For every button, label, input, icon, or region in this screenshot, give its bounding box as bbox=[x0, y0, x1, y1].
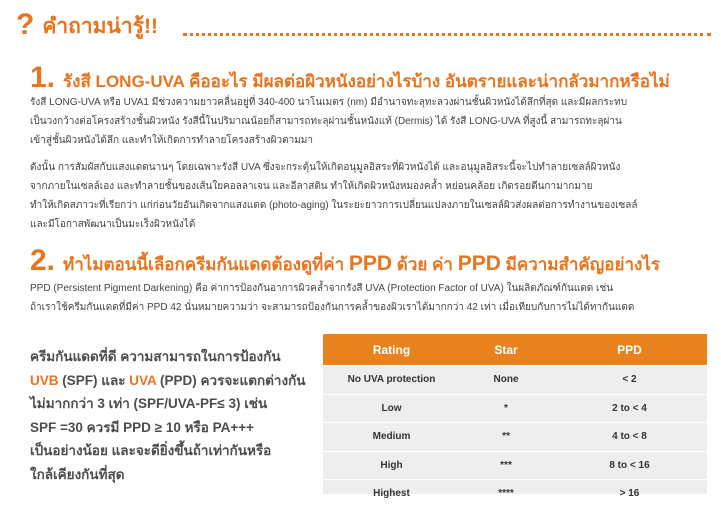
note-line: SPF =30 ควรมี PPD ≥ 10 หรือ PA+++ bbox=[30, 419, 255, 435]
text-line: รังสี LONG-UVA หรือ UVA1 มีช่วงความยาวคลื่นอยู่ที่ 340-400 นาโนเมตร (nm) มีอำนาจทะลุทะลวงผ่านชั้นผิวหนังได้ลึกที่สุด และมีผลกระทบ bbox=[30, 97, 628, 108]
note-line: ใกล้เคียงกันที่สุด bbox=[30, 466, 125, 482]
table-row bbox=[323, 423, 707, 452]
section-2-heading bbox=[30, 246, 660, 276]
rating-cell: High bbox=[323, 451, 460, 480]
section-2-number: 2. bbox=[30, 244, 56, 277]
section-2-title bbox=[63, 253, 660, 276]
table-row bbox=[323, 366, 707, 395]
note-line: ครีมกันแดดที่ดี ความสามารถในการป้องกัน bbox=[30, 349, 281, 364]
header-star: Star bbox=[460, 334, 552, 366]
table-row bbox=[323, 451, 707, 480]
text-line: ถ้าเราใช้ครีมกันแดดที่มีค่า PPD 42 นั่นหมายความว่า จะสามารถป้องกันการคล้ำของผิวเราได้มากกว่า 42 เท่า เมื่อเทียบกับการไม่ได้ทากันแดด bbox=[30, 302, 635, 313]
uva-term: UVA bbox=[129, 372, 157, 388]
note-line: เป็นอย่างน้อย และจะดียิ่งขึ้นถ้าเท่ากันหรือ bbox=[30, 443, 272, 458]
rating-cell: No UVA protection bbox=[323, 366, 460, 395]
section-1-title: รังสี LONG-UVA คืออะไร มีผลต่อผิวหนังอย่างไรบ้าง อันตรายและน่ากลัวมากหรือไม่ bbox=[63, 72, 670, 91]
star-cell: ** bbox=[460, 423, 552, 452]
text-line: เป็นวงกว้างต่อโครงสร้างชั้นผิวหนัง รังสีนี้ในปริมาณน้อยก็สามารถทะลุผ่านชั้นหนังแท้ (Dermis) ได้ รังสี LONG-UVA ที่สูงนี้ สามารถทะลุผ่าน bbox=[30, 116, 622, 127]
header-divider bbox=[183, 33, 711, 36]
section-1-paragraph-2 bbox=[30, 158, 712, 234]
star-cell: *** bbox=[460, 451, 552, 480]
section-1-heading bbox=[30, 63, 670, 93]
ppd-cell: 2 to < 4 bbox=[552, 394, 707, 423]
star-cell: * bbox=[460, 394, 552, 423]
sunscreen-note bbox=[30, 345, 312, 486]
ppd-cell: 8 to < 16 bbox=[552, 451, 707, 480]
ppd-term: PPD bbox=[457, 252, 501, 275]
page-header bbox=[16, 10, 158, 40]
note-text: (SPF) และ bbox=[58, 372, 130, 388]
section-1-paragraph-1 bbox=[30, 93, 712, 150]
text-line: และมีโอกาสพัฒนาเป็นมะเร็งผิวหนังได้ bbox=[30, 219, 196, 230]
ppd-cell: 4 to < 8 bbox=[552, 423, 707, 452]
note-line bbox=[30, 369, 312, 393]
ppd-cell: > 16 bbox=[552, 480, 707, 508]
header-ppd: PPD bbox=[552, 334, 707, 366]
text-line: PPD (Persistent Pigment Darkening) คือ ค่าการป้องกันอาการผิวคล้ำจากรังสี UVA (Protection Factor of UVA) ในผลิตภัณฑ์กันแดด เช่น bbox=[30, 283, 614, 294]
ppd-term: PPD bbox=[348, 252, 393, 275]
text-line: ทำให้เกิดสภาวะที่เรียกว่า แก่ก่อนวัยอันเกิดจากแสงแดด (photo-aging) ในระยะยาวการเปลี่ยนแปลงภายในเซลล์ผิวส่งผลต่อการทำงานของเซลล์ bbox=[30, 200, 638, 211]
text-line: จากภายในเซลล์เอง และทำลายชั้นของเส้นใยคอลลาเจน และอีลาสติน ทำให้เกิดผิวหนังหมองคล้ำ หย่อนคล้อย เกิดรอยตีนกามากมาย bbox=[30, 181, 593, 192]
section-2-paragraph bbox=[30, 279, 712, 317]
title-text: มีความสำคัญอย่างไร bbox=[500, 255, 660, 274]
text-line: ดังนั้น การสัมผัสกับแสงแดดนานๆ โดยเฉพาะรังสี UVA ซึ่งจะกระตุ้นให้เกิดอนุมูลอิสระที่ผิวหนังได้ และอนุมูลอิสระนี้จะไปทำลายเซลล์ผิวหนัง bbox=[30, 162, 621, 173]
text-line: เข้าสู่ชั้นผิวหนังได้ลึก และทำให้เกิดการทำลายโครงสร้างผิวตามมา bbox=[30, 135, 313, 146]
star-cell: **** bbox=[460, 480, 552, 508]
note-line: ไม่มากกว่า 3 เท่า (SPF/UVA-PF≤ 3) เช่น bbox=[30, 396, 268, 411]
star-cell: None bbox=[460, 366, 552, 395]
header-rating: Rating bbox=[323, 334, 460, 366]
title-text: ด้วย ค่า bbox=[392, 255, 458, 274]
section-1-number: 1. bbox=[30, 61, 56, 94]
rating-cell: Highest bbox=[323, 480, 460, 508]
rating-cell: Medium bbox=[323, 423, 460, 452]
table-row bbox=[323, 480, 707, 508]
title-text: ทำไมตอนนี้เลือกครีมกันแดดต้องดูที่ค่า bbox=[63, 255, 349, 274]
ppd-cell: < 2 bbox=[552, 366, 707, 395]
ppd-rating-table bbox=[323, 334, 707, 500]
table-row bbox=[323, 394, 707, 423]
question-icon: ? bbox=[16, 8, 35, 41]
note-text: (PPD) ควรจะแตกต่างกัน bbox=[156, 372, 306, 388]
page-title: คำถามน่ารู้!! bbox=[42, 15, 158, 38]
uvb-term: UVB bbox=[30, 372, 59, 388]
rating-cell: Low bbox=[323, 394, 460, 423]
table-header-row bbox=[323, 334, 707, 366]
